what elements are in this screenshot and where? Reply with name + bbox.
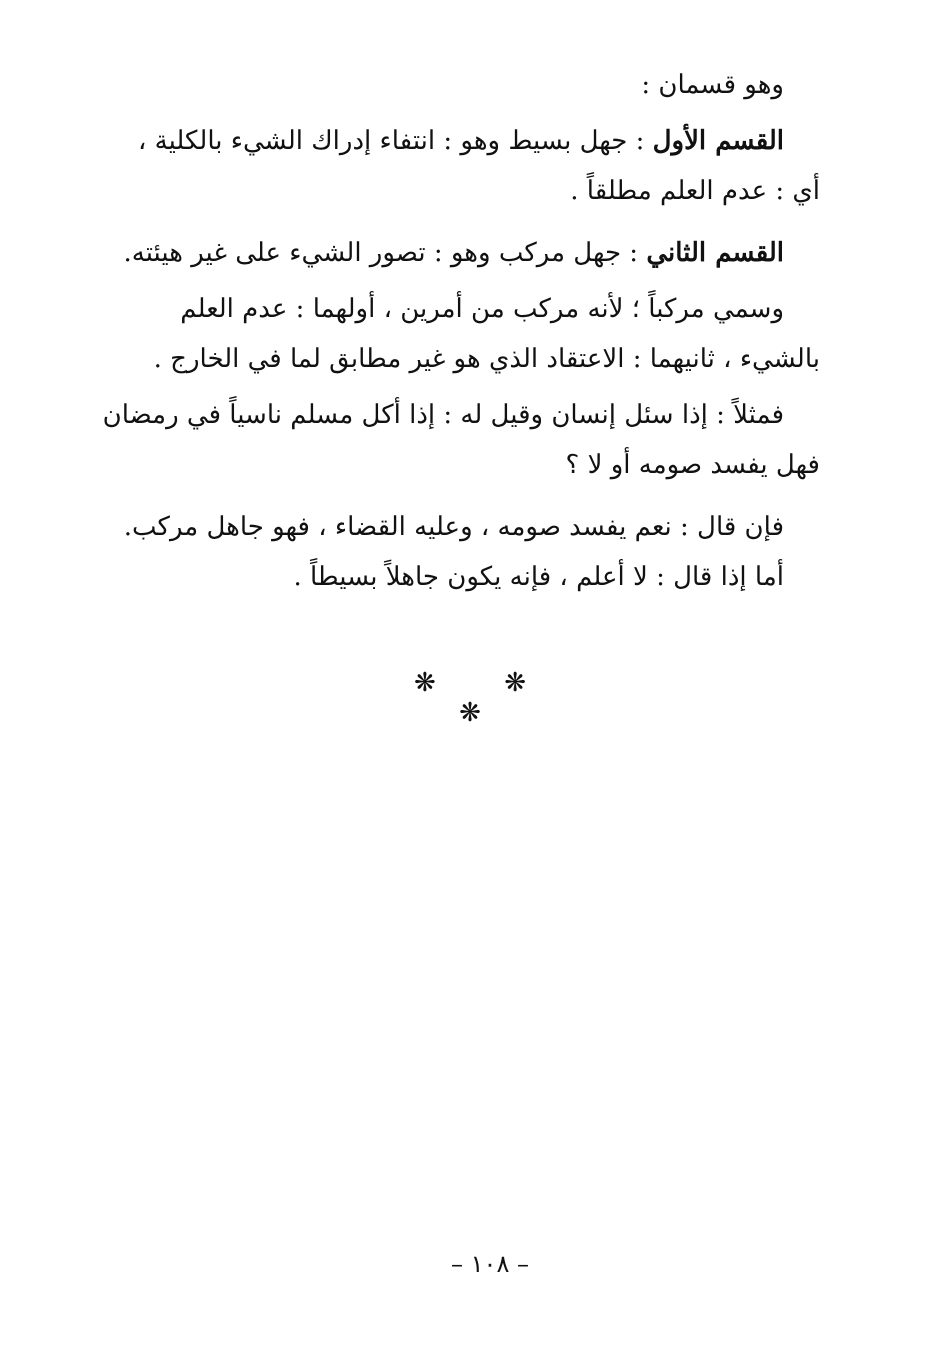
section-separator [340, 668, 600, 728]
section-two-text-1: : جهل مركب وهو : تصور الشيء على غير هيئته. [123, 238, 647, 268]
section-one-paragraph [110, 116, 820, 216]
explanation-paragraph [110, 284, 820, 384]
section-two-heading: القسم الثاني [646, 238, 784, 268]
asterism-icon: ❋ [413, 668, 436, 698]
explanation-line-1: وسمي مركباً ؛ لأنه مركب من أمرين ، أولهما : عدم العلم [180, 294, 784, 324]
example-line-1: فمثلاً : إذا سئل إنسان وقيل له : إذا أكل مسلم ناسياً في رمضان [102, 400, 784, 430]
page-number: – ١٠٨ – [451, 1250, 529, 1278]
answer-two-line: أما إذا قال : لا أعلم ، فإنه يكون جاهلاً بسيطاً . [293, 562, 784, 592]
section-two-paragraph [110, 228, 820, 278]
intro-line: وهو قسمان : [641, 70, 784, 100]
example-line-2: فهل يفسد صومه أو لا ؟ [565, 450, 820, 480]
explanation-line-2: بالشيء ، ثانيهما : الاعتقاد الذي هو غير مطابق لما في الخارج . [153, 344, 820, 374]
intro-paragraph [110, 60, 820, 110]
section-one-heading: القسم الأول [652, 126, 784, 156]
section-one-line-2: أي : عدم العلم مطلقاً . [570, 176, 820, 206]
answer-two-paragraph [110, 552, 820, 602]
section-two-line-1 [110, 228, 820, 278]
asterism-icon: ❋ [504, 668, 527, 698]
asterism-icon: ❋ [459, 698, 481, 728]
section-one-line-1 [110, 116, 820, 166]
answer-one-line: فإن قال : نعم يفسد صومه ، وعليه القضاء ، فهو جاهل مركب. [123, 512, 784, 542]
section-one-text-1: : جهل بسيط وهو : انتفاء إدراك الشيء بالكلية ، [137, 126, 653, 156]
example-paragraph [102, 390, 820, 490]
answer-one-paragraph [110, 502, 820, 552]
